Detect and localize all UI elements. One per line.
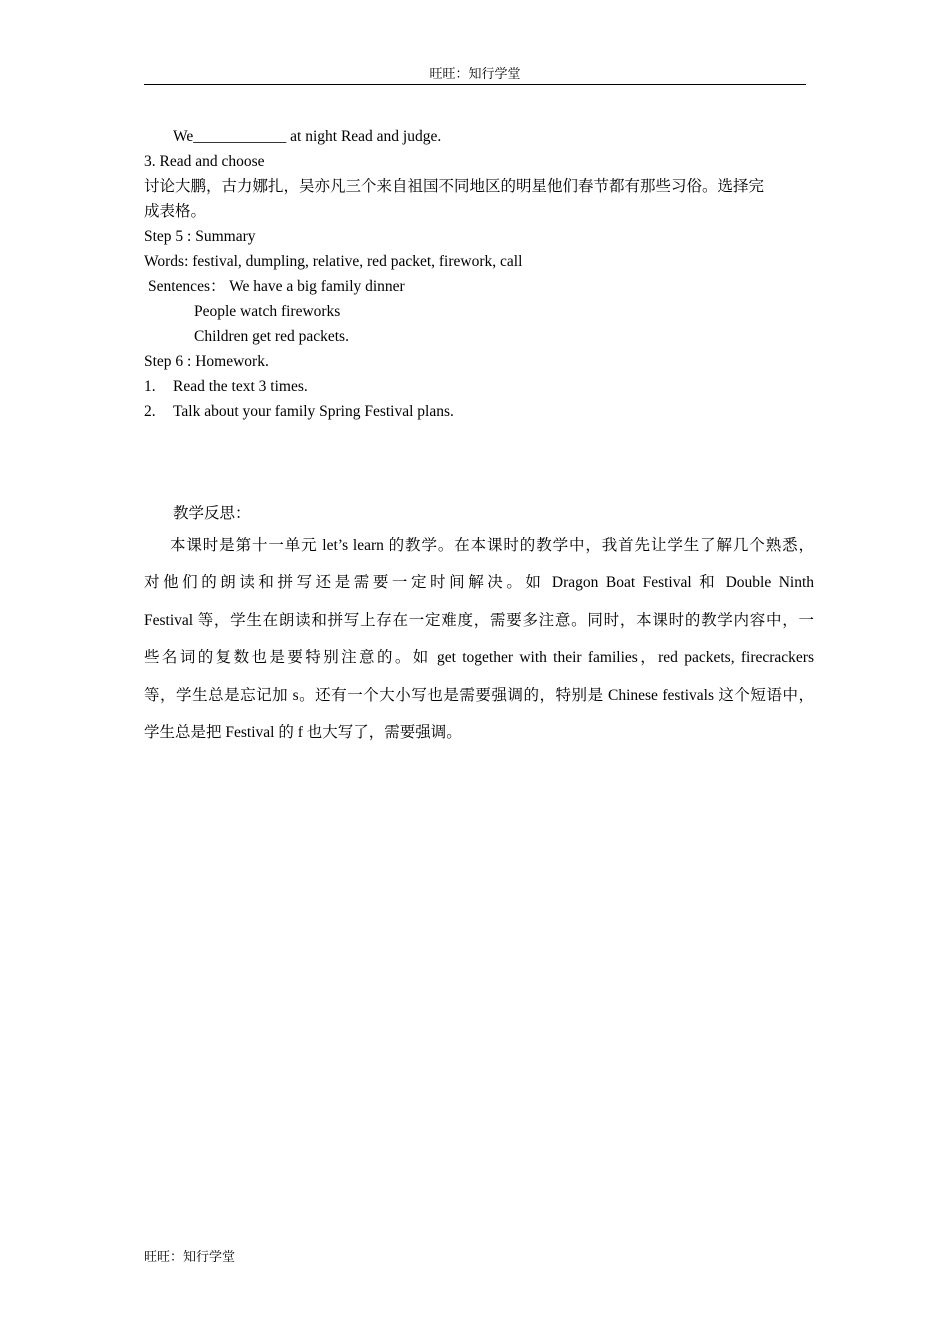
- reflection-line: 等，学生总是忘记加 s。还有一个大小写也是需要强调的，特别是 Chinese festivals 这个短语中，: [144, 686, 814, 704]
- page-footer: 旺旺：知行学堂: [144, 1249, 236, 1264]
- reflection-heading: 教学反思：: [173, 505, 251, 522]
- step5-heading: Step 5 : Summary: [144, 228, 256, 245]
- page-header: 旺旺：知行学堂: [144, 64, 806, 85]
- homework-item-2-text: Talk about your family Spring Festival plans.: [173, 403, 454, 420]
- discussion-text-line-1: 讨论大鹏，古力娜扎，吴亦凡三个来自祖国不同地区的明星他们春节都有那些习俗。选择完: [144, 178, 765, 195]
- summary-sentences: Sentences： We have a big family dinner: [148, 278, 405, 295]
- section-read-and-choose: 3. Read and choose: [144, 153, 265, 170]
- summary-words: Words: festival, dumpling, relative, red packet, firework, call: [144, 253, 523, 270]
- homework-item-1-number: 1.: [144, 378, 156, 395]
- reflection-paragraph: [144, 527, 814, 751]
- reflection-line: 本课时是第十一单元 let’s learn 的教学。在本课时的教学中，我首先让学生了解几个熟悉，: [170, 537, 814, 554]
- homework-item-2-number: 2.: [144, 403, 156, 420]
- reflection-line: 对他们的朗读和拼写还是需要一定时间解决。如 Dragon Boat Festival 和 Double Ninth: [144, 574, 814, 592]
- reflection-line: 些名词的复数也是要特别注意的。如 get together with their families，red packets, firecrackers: [144, 649, 814, 667]
- step6-heading: Step 6 : Homework.: [144, 353, 269, 370]
- homework-item-1-text: Read the text 3 times.: [173, 378, 308, 395]
- summary-sentence-3: Children get red packets.: [194, 328, 349, 345]
- discussion-text-line-2: 成表格。: [144, 203, 207, 220]
- fill-blank-line: We____________ at night Read and judge.: [173, 128, 442, 145]
- summary-sentence-2: People watch fireworks: [194, 303, 341, 320]
- reflection-line: Festival 等，学生在朗读和拼写上存在一定难度，需要多注意。同时，本课时的教学内容中，一: [144, 611, 814, 629]
- reflection-line: 学生总是把 Festival 的 f 也大写了，需要强调。: [144, 723, 462, 741]
